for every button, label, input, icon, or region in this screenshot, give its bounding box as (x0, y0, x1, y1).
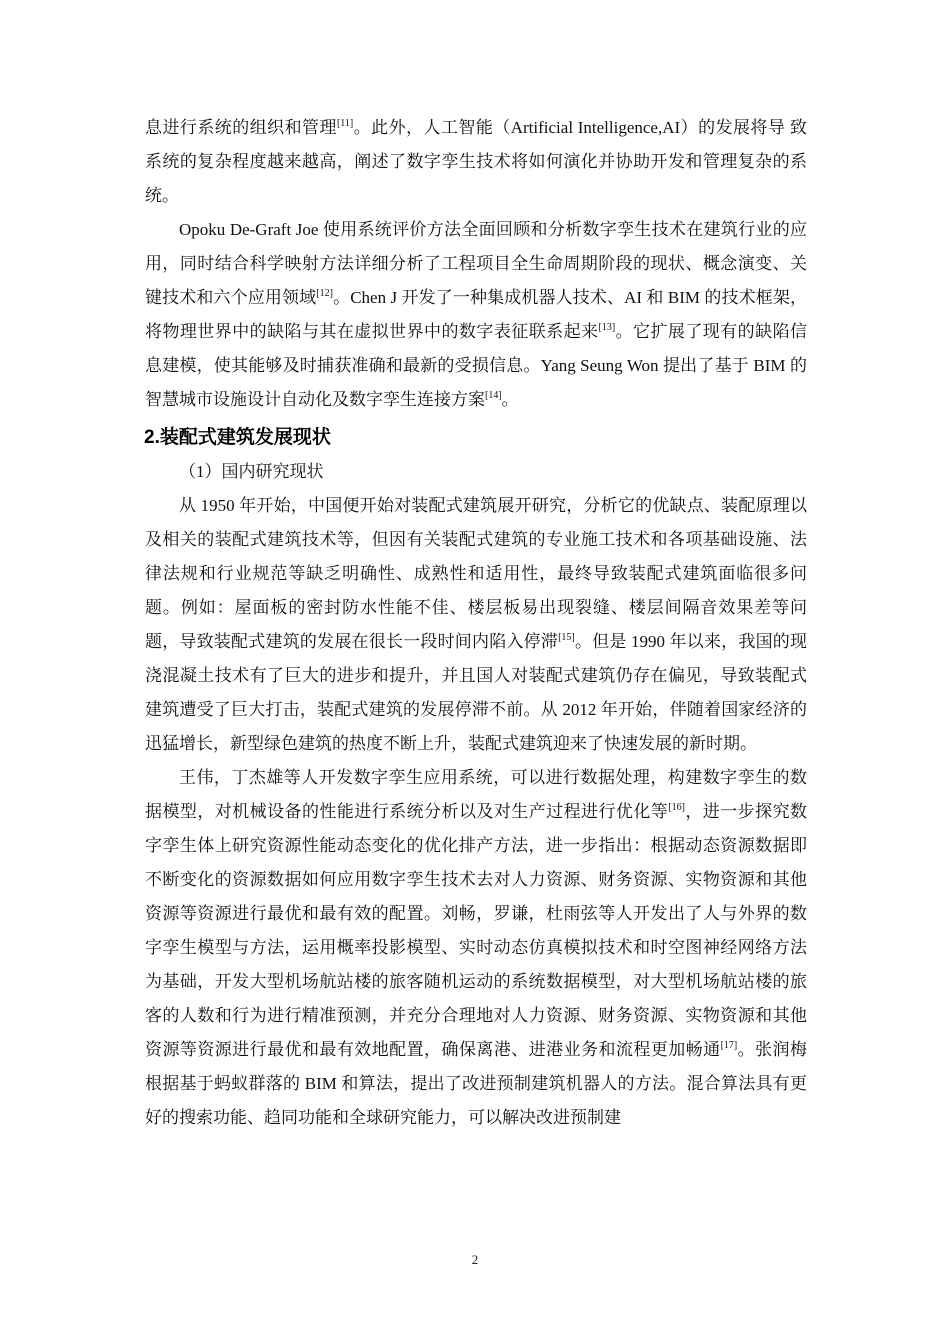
citation-ref: [13] (598, 322, 616, 333)
paragraph-text: 。但是 1990 年以来，我国的现浇混凝土技术有了巨大的进步和提升，并且国人对装配式建筑仍存在偏见，导致装配式建筑遭受了巨大打击，装配式建筑的发展停滞不前。从 2012 年开始，伴随着国家经济的迅猛增长，新型绿色建筑的热度不断上升，装配式建筑迎来了快速发展的新时期。 (145, 632, 808, 753)
paragraph-3 (145, 489, 807, 761)
citation-ref: [12] (316, 288, 333, 299)
citation-ref: [14] (485, 390, 502, 401)
paragraph-1 (145, 111, 807, 213)
paragraph-text: ，进一步探究数字孪生体上研究资源性能动态变化的优化排产方法，进一步指出：根据动态资源数据即不断变化的资源数据如何应用数字孪生技术去对人力资源、财务资源、实物资源和其他资源等资源进行最优和最有效的配置。刘畅，罗谦，杜雨弦等人开发出了人与外界的数字孪生模型与方法，运用概率投影模型、实时动态仿真模拟技术和时空图神经网络方法为基础，开发大型机场航站楼的旅客随机运动的系统数据模型，对大型机场航站楼的旅客的人数和行为进行精准预测，并充分合理地对人力资源、财务资源、实物资源和其他资源等资源进行最优和最有效地配置，确保离港、进港业务和流程更加畅通 (145, 802, 808, 1059)
subsection-heading: （1）国内研究现状 (179, 462, 324, 481)
citation-ref: [17] (720, 1040, 738, 1051)
body-text (145, 111, 807, 1135)
paragraph-text: 王伟，丁杰雄等人开发数字孪生应用系统，可以进行数据处理，构建数字孪生的数据模型，对机械设备的性能进行系统分析以及对生产过程进行优化等 (145, 768, 807, 821)
paragraph-text: 。张润梅根据基于蚂蚁群落的 BIM 和算法，提出了改进预制建筑机器人的方法。混合算法具有更好的搜索功能、趋同功能和全球研究能力，可以解决改进预制建 (145, 1040, 807, 1127)
paragraph-text: 。 (501, 390, 519, 409)
paragraph-text: 息进行系统的组织和管理 (145, 118, 337, 137)
section-heading: 2.装配式建筑发展现状 (144, 427, 331, 448)
page-number: 2 (471, 1252, 479, 1267)
paragraph-text: 。此外，人工智能（Artificial Intelligence,AI）的发展将导 致系统的复杂程度越来越高，阐述了数字孪生技术将如何演化并协助开发和管理复杂的系统。 (145, 118, 808, 205)
paragraph-text: 。Chen J 开发了一种集成机器人技术、AI 和 BIM 的技术框架，将物理世界中的缺陷与其在虚拟世界中的数字表征联系起来 (145, 288, 808, 341)
citation-ref: [11] (336, 118, 354, 129)
citation-ref: [15] (558, 632, 575, 643)
paragraph-text: 从 1950 年开始，中国便开始对装配式建筑展开研究，分析它的优缺点、装配原理以及相关的装配式建筑技术等，但因有关装配式建筑的专业施工技术和各项基础设施、法律法规和行业规范等缺乏明确性、成熟性和适用性，最终导致装配式建筑面临很多问题。例如：屋面板的密封防水性能不佳、楼层板易出现裂缝、楼层间隔音效果差等问题，导致装配式建筑的发展在很长一段时间内陷入停滞 (145, 496, 807, 651)
paragraph-text: Opoku De-Graft Joe 使用系统评价方法全面回顾和分析数字孪生技术在建筑行业的应用，同时结合科学映射方法详细分析了工程项目全生命周期阶段的现状、概念演变、关键技术和六个应用领域 (145, 220, 807, 307)
paragraph-2 (145, 213, 807, 417)
paragraph-4 (145, 761, 807, 1135)
citation-ref: [16] (668, 802, 685, 813)
paragraph-text: 。它扩展了现有的缺陷信息建模，使其能够及时捕获准确和最新的受损信息。Yang Seung Won 提出了基于 BIM 的智慧城市设施设计自动化及数字孪生连接方案 (145, 322, 808, 409)
